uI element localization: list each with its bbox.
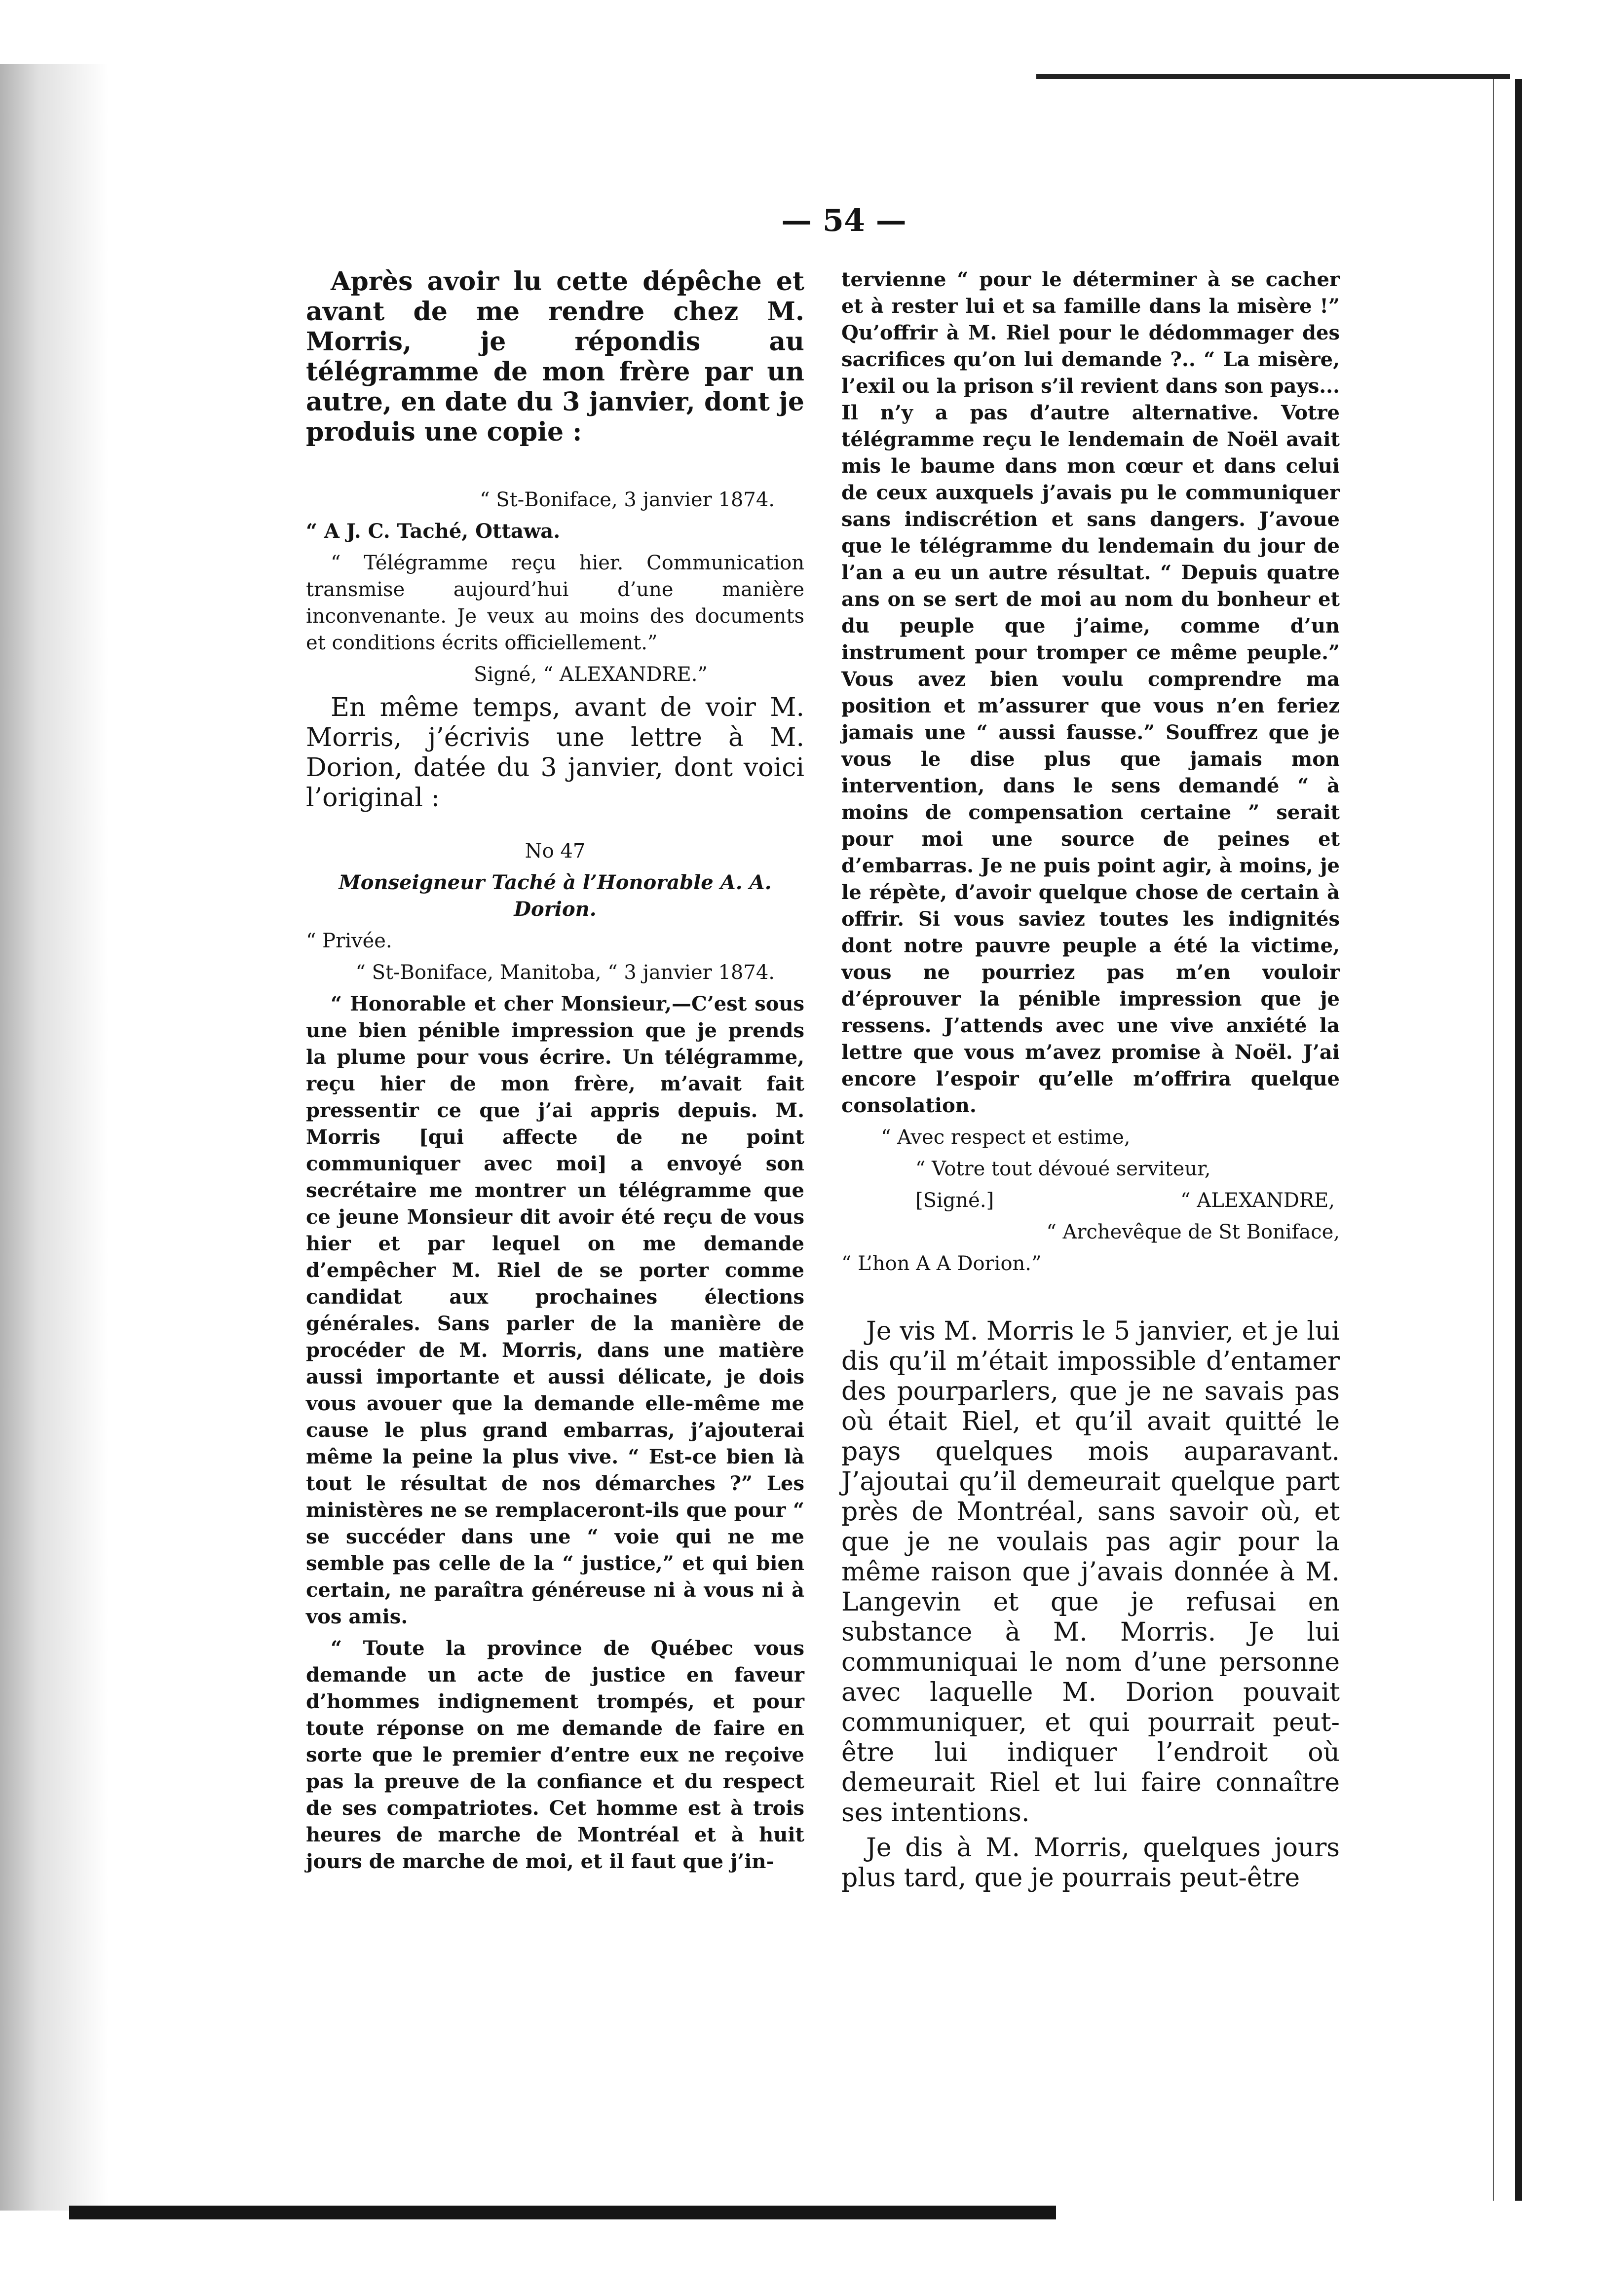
scan-edge-right-thin bbox=[1493, 79, 1494, 2201]
document-title: Monseigneur Taché à l’Honorable A. A. Dorion. bbox=[339, 871, 772, 921]
telegram-addressee: “ A J. C. Taché, Ottawa. bbox=[306, 520, 561, 543]
signature-name: “ ALEXANDRE, bbox=[1180, 1189, 1335, 1212]
left-column bbox=[306, 266, 804, 1880]
letter-addressee: “ L’hon A A Dorion.” bbox=[841, 1252, 1042, 1275]
letter-paragraph-3: tervienne “ pour le déterminer à se cacher et à rester lui et sa famille dans la misère !” Qu’offrir à M. Riel pour le dédommager des sacrifices qu’on lui demande ?.. “ La misère, l’exil ou la prison s’il revient dans son pays... Il n’y a pas d’autre alternative. Votre télégramme reçu le lendemain de Noël avait mis le baume dans mon cœur et dans celui de ceux auxquels j’avais pu le communiquer sans indiscrétion et sans dangers. J’avoue que le télégramme du lendemain du jour de l’an a eu un autre résultat. “ Depuis quatre ans on se sert de moi au nom du bonheur et du peuple que j’aime, comme d’un instrument pour tromper ce même peuple.” Vous avez bien voulu comprendre ma position et m’assurer que vous n’en feriez jamais une “ aussi fausse.” Souffrez que je vous le dise plus que jamais mon intervention, dans le sens demandé “ à moins de compensation certaine ” serait pour moi une source de peines et d’embarras. Je ne puis point agir, à moins, je le répète, d’avoir quelque chose de certain à offrir. Si vous saviez toutes les indignités dont notre pauvre peuple a été la victime, vous ne pourriez pas m’en vouloir d’éprouver la pénible impression que je ressens. J’attends avec une vive anxiété la lettre que vous m’avez promise à Noël. J’ai encore l’espoir qu’elle m’offrira quelque consolation. bbox=[841, 268, 1340, 1117]
paragraph-morris-meeting: Je vis M. Morris le 5 janvier, et je lui dis qu’il m’était impossible d’entamer des pourparlers, que je ne savais pas où était Riel, et qu’il avait quitté le pays quelques mois auparavant. J’ajoutai qu’il demeurait quelque part près de Montréal, sans savoir où, et que je ne voulais pas agir pour la même raison que j’avais donnée à M. Langevin et que je refusai en substance à M. Morris. Je lui communiquai le nom d’une personne avec laquelle M. Dorion pouvait communiquer, et qui pourrait peut-être lui indiquer l’endroit où demeurait Riel et lui faire connaître ses intentions. bbox=[841, 1316, 1340, 1828]
paragraph-last: Je dis à M. Morris, quelques jours plus tard, que je pourrais peut-être bbox=[841, 1833, 1340, 1893]
closing-line-1: “ Avec respect et estime, bbox=[881, 1126, 1131, 1149]
signe-label: [Signé.] bbox=[915, 1189, 994, 1212]
letter-privee: “ Privée. bbox=[306, 930, 392, 952]
top-rule bbox=[1036, 74, 1510, 79]
intro-paragraph: Après avoir lu cette dépêche et avant de me rendre chez M. Morris, je répondis au télégramme de mon frère par un autre, en date du 3 janvier, dont je produis une copie : bbox=[306, 266, 804, 447]
document-number: No 47 bbox=[525, 840, 586, 863]
telegram-body: “ Télégramme reçu hier. Communication transmise aujourd’hui d’une manière inconvenante. Je veux au moins des documents et conditions écrits officiellement.” bbox=[306, 552, 804, 654]
bottom-rule bbox=[69, 2206, 1056, 2219]
spacer bbox=[306, 452, 804, 487]
paragraph-dorion-letter: En même temps, avant de voir M. Morris, j’écrivis une lettre à M. Dorion, datée du 3 janvier, dont voici l’original : bbox=[306, 693, 804, 813]
spacer bbox=[306, 818, 804, 838]
page-number: — 54 — bbox=[781, 202, 906, 238]
letter-paragraph-1: “ Honorable et cher Monsieur,—C’est sous une bien pénible impression que je prends la plume pour vous écrire. Un télégramme, reçu hier de mon frère, m’avait fait pressentir ce que j’ai appris depuis. M. Morris [qui affecte de ne point communiquer avec moi] a envoyé son secrétaire me montrer un télégramme que ce jeune Monsieur dit avoir été reçu de vous hier et par lequel on me demande d’empêcher M. Riel de se porter comme candidat aux prochaines élections générales. Sans parler de la manière de procéder de M. Morris, dans une matière aussi importante et aussi délicate, je dois vous avouer que la demande elle-même me cause le plus grand embarras, j’ajouterai même la peine la plus vive. “ Est-ce bien là tout le résultat de nos démarches ?” Les ministères ne se remplaceront-ils que pour “ se succéder dans une “ voie qui ne me semble pas celle de la “ justice,” et qui bien certain, ne paraîtra généreuse ni à vous ni à vos amis. bbox=[306, 992, 804, 1628]
telegram-signed: Signé, “ ALEXANDRE.” bbox=[474, 663, 708, 686]
signature-title: “ Archevêque de St Boniface, bbox=[1046, 1221, 1340, 1243]
signature-row bbox=[915, 1187, 1340, 1214]
letter-paragraph-2: “ Toute la province de Québec vous demande un acte de justice en faveur d’hommes indignement trompés, et pour toute réponse on me demande de faire en sorte que le premier d’entre eux ne reçoive pas la preuve de la confiance et du respect de ses compatriotes. Cet homme est à trois heures de marche de Montréal et à huit jours de marche de moi, et il faut que j’in- bbox=[306, 1637, 804, 1873]
scan-shadow-left bbox=[0, 64, 109, 2211]
scan-edge-right bbox=[1515, 79, 1522, 2201]
letter-place-date: “ St-Boniface, Manitoba, “ 3 janvier 1874. bbox=[355, 961, 775, 984]
telegram-place-date: “ St-Boniface, 3 janvier 1874. bbox=[480, 488, 775, 511]
spacer bbox=[841, 1282, 1340, 1316]
closing-line-2: “ Votre tout dévoué serviteur, bbox=[915, 1158, 1211, 1180]
right-column bbox=[841, 266, 1340, 1898]
